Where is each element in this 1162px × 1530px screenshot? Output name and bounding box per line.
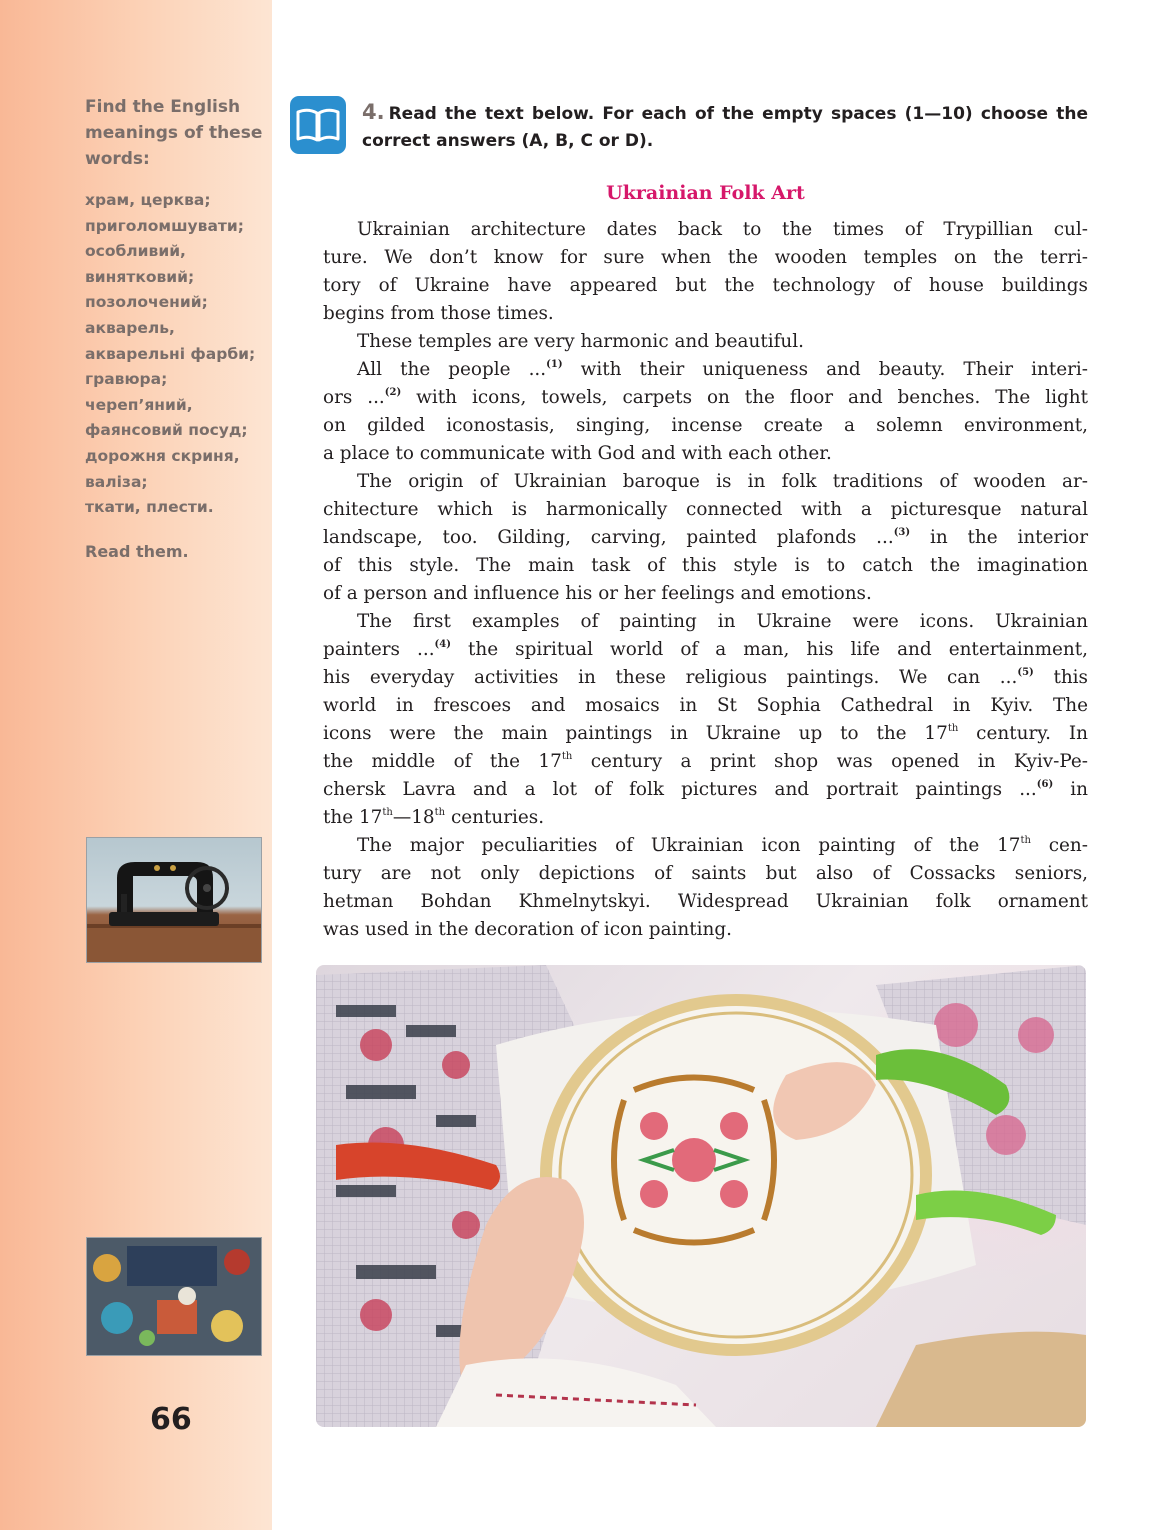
text-line: on gilded iconostasis, singing, incense create a solemn environment, [323,415,1088,436]
text-line: the middle of the 17th century a print shop was opened in Kyiv-Pe- [323,751,1088,772]
embroidery-illustration [316,965,1086,1427]
embroidery-photo [316,965,1086,1427]
vocab-item: валіза; [85,472,148,491]
vocab-item: акварельні фарби; [85,344,256,363]
text-line: a place to communicate with God and with each other. [323,443,832,464]
vocab-item: ткати, плести. [85,498,214,517]
article-title: Ukrainian Folk Art [606,182,805,204]
text-line: painters ...$^{(4)}$ the spiritual world of a man, his life and entertainment, [323,639,1088,660]
vocab-item: гравюра; [85,370,168,389]
text-line: tury are not only depictions of saints but also of Cossacks seniors, [323,863,1088,884]
vocab-item: винятковий; [85,267,195,286]
text-line: The origin of Ukrainian baroque is in folk traditions of wooden ar- [357,471,1088,492]
text-line: world in frescoes and mosaics in St Sophia Cathedral in Kyiv. The [323,695,1088,716]
text-line: icons were the main paintings in Ukraine up to the 17th century. In [323,723,1088,744]
text-line: landscape, too. Gilding, carving, painted plafonds ...$^{(3)}$ in the interior [323,527,1088,548]
text-line: chersk Lavra and a lot of folk pictures and portrait paintings ...$^{(6)}$ in [323,779,1088,800]
text-line: ture. We don’t know for sure when the wooden temples on the terri- [323,247,1088,268]
text-line: hetman Bohdan Khmelnytskyi. Widespread Ukrainian folk ornament [323,891,1088,912]
task-number: 4. [362,100,385,124]
gap-marker: (3) [893,527,911,538]
gap-marker: (1) [546,359,563,370]
vocab-item: акварель, [85,318,175,337]
article-body [323,216,1088,944]
text-line: The major peculiarities of Ukrainian icon painting of the 17th cen- [357,835,1088,856]
gap-marker: (2) [384,387,402,398]
text-line: the 17th—18th centuries. [323,807,545,828]
text-line: his everyday activities in these religious paintings. We can ...$^{(5)}$ this [323,667,1089,688]
gap-marker: (5) [1017,667,1034,678]
task-text: Read the text below. For each of the empty spaces (1—10) choose the correct answers (A, B, C or D). [362,104,1088,151]
text-line: chitecture which is harmonically connected with a picturesque natural [323,499,1088,520]
sewing-machine-photo [86,837,262,963]
sewing-supplies-photo [86,1237,262,1356]
vocab-item: фаянсовий посуд; [85,421,248,440]
vocabulary-list [85,188,270,521]
text-line: of this style. The main task of this style is to catch the imagination [323,555,1088,576]
vocab-item: дорожня скриня, [85,446,240,465]
vocab-item: храм, церква; [85,191,211,209]
sewing-supplies-illustration [87,1238,261,1355]
text-line: The first examples of painting in Ukraine were icons. Ukrainian [357,611,1088,632]
text-line: of a person and influence his or her feelings and emotions. [323,583,872,604]
vocab-item: особливий, [85,242,186,261]
sewing-machine-illustration [87,838,261,962]
task-instruction [362,99,1088,155]
open-book-icon [290,96,346,154]
sidebar-title: Find the English meanings of these words: [85,97,263,169]
vocab-item: приголомшувати; [85,216,244,235]
text-line: begins from those times. [323,303,554,324]
vocab-item: череп’яний, [85,395,193,414]
text-line: Ukrainian architecture dates back to the times of Trypillian cul- [357,219,1088,240]
text-line: ors ...$^{(2)}$ with icons, towels, carpets on the floor and benches. The light [323,387,1088,408]
text-line: was used in the decoration of icon painting. [323,919,732,940]
text-line: These temples are very harmonic and beautiful. [357,331,805,352]
gap-marker: (4) [434,639,451,650]
page-number: 66 [150,1402,192,1437]
text-line: tory of Ukraine have appeared but the technology of house buildings [323,275,1088,296]
gap-marker: (6) [1036,779,1054,790]
vocab-item: позолочений; [85,293,208,312]
text-line: All the people ...$^{(1)}$ with their uniqueness and beauty. Their interi- [357,359,1088,380]
read-them-label: Read them. [85,542,189,561]
